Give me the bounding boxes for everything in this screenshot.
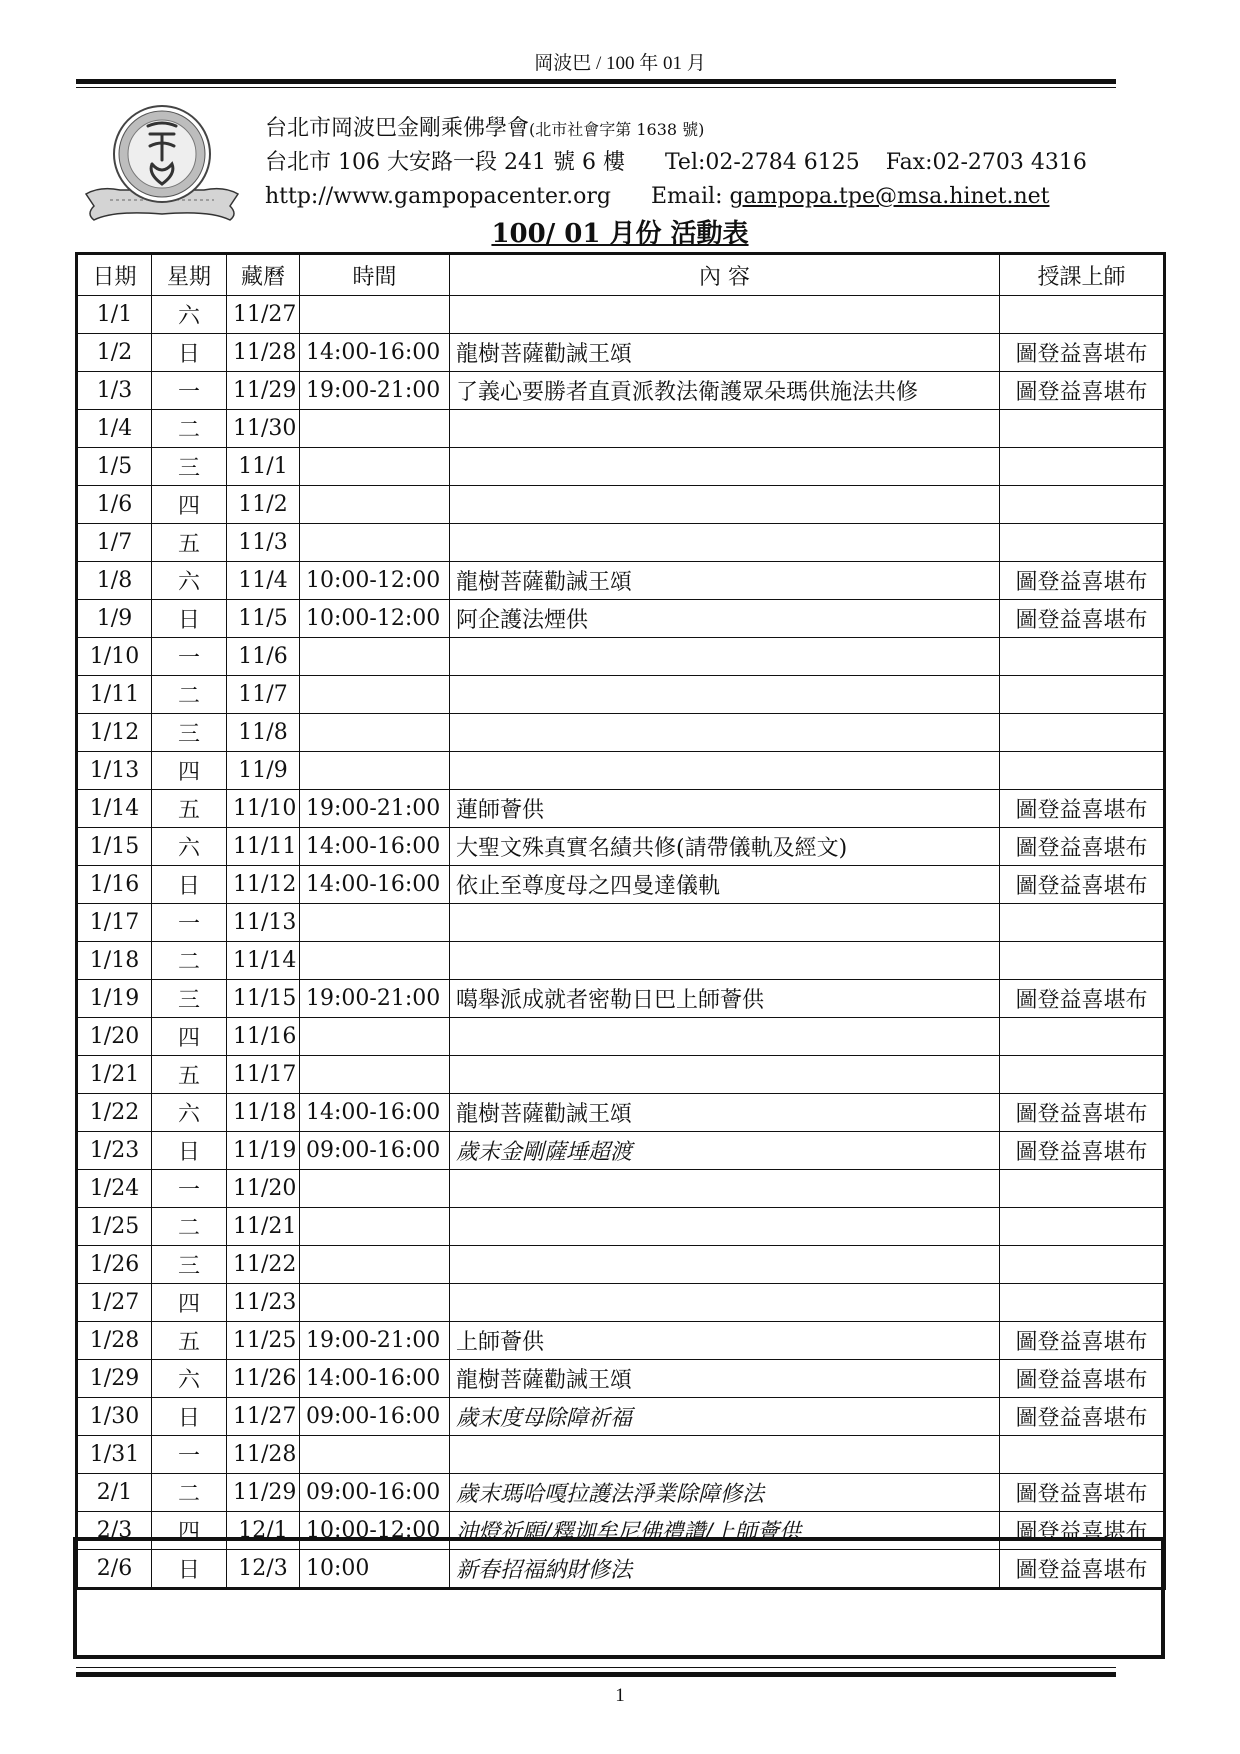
cell-time [300, 1284, 450, 1322]
cell-content [450, 1208, 1000, 1246]
cell-tibetan-date: 11/16 [227, 1018, 300, 1056]
cell-weekday: 二 [152, 1208, 227, 1246]
cell-weekday: 五 [152, 790, 227, 828]
table-header-row [77, 254, 1165, 296]
cell-content [450, 752, 1000, 790]
cell-date: 1/9 [77, 600, 152, 638]
table-row [77, 1360, 1165, 1398]
cell-tibetan-date: 11/28 [227, 334, 300, 372]
cell-weekday: 三 [152, 448, 227, 486]
cell-date: 1/18 [77, 942, 152, 980]
cell-content: 龍樹菩薩勸誡王頌 [450, 1360, 1000, 1398]
table-row [77, 1436, 1165, 1474]
cell-tibetan-date: 11/5 [227, 600, 300, 638]
cell-tibetan-date: 11/29 [227, 372, 300, 410]
cell-weekday: 六 [152, 1094, 227, 1132]
cell-time [300, 1018, 450, 1056]
cell-tibetan-date: 11/29 [227, 1474, 300, 1512]
table-row [77, 1398, 1165, 1436]
cell-time [300, 448, 450, 486]
cell-content [450, 486, 1000, 524]
cell-teacher [1000, 942, 1165, 980]
cell-date: 1/22 [77, 1094, 152, 1132]
cell-content: 大聖文殊真實名績共修(請帶儀軌及經文) [450, 828, 1000, 866]
cell-weekday: 六 [152, 296, 227, 334]
cell-time: 14:00-16:00 [300, 1094, 450, 1132]
cell-tibetan-date: 11/19 [227, 1132, 300, 1170]
table-row [77, 1512, 1165, 1550]
cell-content [450, 296, 1000, 334]
table-row [77, 296, 1165, 334]
cell-teacher: 圖登益喜堪布 [1000, 1474, 1165, 1512]
cell-teacher [1000, 1284, 1165, 1322]
footer-rule-thin [76, 1667, 1116, 1668]
column-header-content: 內 容 [450, 254, 1000, 296]
cell-date: 1/5 [77, 448, 152, 486]
cell-date: 1/29 [77, 1360, 152, 1398]
cell-weekday: 日 [152, 866, 227, 904]
cell-date: 1/17 [77, 904, 152, 942]
cell-date: 1/16 [77, 866, 152, 904]
cell-weekday: 三 [152, 1246, 227, 1284]
org-website[interactable]: http://www.gampopacenter.org [265, 184, 611, 209]
cell-time [300, 638, 450, 676]
cell-teacher: 圖登益喜堪布 [1000, 1094, 1165, 1132]
cell-date: 1/28 [77, 1322, 152, 1360]
cell-teacher [1000, 486, 1165, 524]
table-row [77, 866, 1165, 904]
cell-weekday: 四 [152, 1018, 227, 1056]
table-row [77, 714, 1165, 752]
cell-tibetan-date: 11/17 [227, 1056, 300, 1094]
footer-rule [76, 1672, 1116, 1677]
cell-content [450, 714, 1000, 752]
cell-time: 09:00-16:00 [300, 1474, 450, 1512]
cell-weekday: 六 [152, 562, 227, 600]
cell-date: 1/21 [77, 1056, 152, 1094]
cell-weekday: 日 [152, 1398, 227, 1436]
cell-time [300, 752, 450, 790]
cell-tibetan-date: 11/3 [227, 524, 300, 562]
cell-teacher: 圖登益喜堪布 [1000, 1512, 1165, 1550]
running-head: 岡波巴 / 100 年 01 月 [534, 53, 706, 74]
cell-time: 10:00-12:00 [300, 600, 450, 638]
cell-weekday: 四 [152, 486, 227, 524]
cell-date: 2/1 [77, 1474, 152, 1512]
cell-teacher [1000, 1208, 1165, 1246]
cell-tibetan-date: 11/20 [227, 1170, 300, 1208]
table-row [77, 486, 1165, 524]
cell-time [300, 904, 450, 942]
cell-teacher [1000, 1436, 1165, 1474]
cell-content [450, 1018, 1000, 1056]
organization-logo-icon [80, 102, 244, 222]
cell-tibetan-date: 11/26 [227, 1360, 300, 1398]
cell-tibetan-date: 11/23 [227, 1284, 300, 1322]
cell-content [450, 676, 1000, 714]
cell-tibetan-date: 11/21 [227, 1208, 300, 1246]
table-row [77, 372, 1165, 410]
table-row [77, 1550, 1165, 1589]
cell-date: 1/2 [77, 334, 152, 372]
cell-teacher [1000, 410, 1165, 448]
cell-date: 2/6 [77, 1550, 152, 1589]
schedule-body [77, 296, 1165, 1589]
cell-time [300, 410, 450, 448]
table-row [77, 942, 1165, 980]
cell-content [450, 942, 1000, 980]
cell-tibetan-date: 11/8 [227, 714, 300, 752]
cell-teacher: 圖登益喜堪布 [1000, 866, 1165, 904]
cell-weekday: 六 [152, 828, 227, 866]
cell-teacher: 圖登益喜堪布 [1000, 1550, 1165, 1589]
cell-weekday: 二 [152, 676, 227, 714]
cell-time [300, 714, 450, 752]
cell-weekday: 一 [152, 638, 227, 676]
cell-teacher: 圖登益喜堪布 [1000, 1398, 1165, 1436]
cell-weekday: 一 [152, 1170, 227, 1208]
cell-weekday: 日 [152, 1550, 227, 1589]
table-row [77, 1208, 1165, 1246]
cell-content [450, 1246, 1000, 1284]
cell-tibetan-date: 12/1 [227, 1512, 300, 1550]
cell-content: 龍樹菩薩勸誡王頌 [450, 334, 1000, 372]
cell-time: 09:00-16:00 [300, 1132, 450, 1170]
cell-content [450, 904, 1000, 942]
cell-teacher [1000, 296, 1165, 334]
cell-content: 噶舉派成就者密勒日巴上師薈供 [450, 980, 1000, 1018]
cell-teacher [1000, 1246, 1165, 1284]
cell-content: 新春招福納財修法 [450, 1550, 1000, 1589]
table-row [77, 334, 1165, 372]
cell-weekday: 一 [152, 1436, 227, 1474]
cell-teacher [1000, 638, 1165, 676]
cell-date: 2/3 [77, 1512, 152, 1550]
cell-weekday: 六 [152, 1360, 227, 1398]
cell-weekday: 一 [152, 372, 227, 410]
cell-weekday: 二 [152, 1474, 227, 1512]
cell-weekday: 二 [152, 410, 227, 448]
cell-tibetan-date: 11/15 [227, 980, 300, 1018]
page-title [0, 213, 1240, 250]
cell-date: 1/24 [77, 1170, 152, 1208]
cell-content: 上師薈供 [450, 1322, 1000, 1360]
cell-tibetan-date: 11/7 [227, 676, 300, 714]
cell-content [450, 1284, 1000, 1322]
cell-teacher: 圖登益喜堪布 [1000, 334, 1165, 372]
cell-tibetan-date: 11/2 [227, 486, 300, 524]
cell-teacher [1000, 524, 1165, 562]
cell-time: 19:00-21:00 [300, 372, 450, 410]
cell-content [450, 1170, 1000, 1208]
cell-date: 1/12 [77, 714, 152, 752]
org-email-link[interactable]: gampopa.tpe@msa.hinet.net [729, 184, 1050, 209]
cell-content: 蓮師薈供 [450, 790, 1000, 828]
cell-tibetan-date: 11/1 [227, 448, 300, 486]
cell-date: 1/6 [77, 486, 152, 524]
cell-weekday: 一 [152, 904, 227, 942]
cell-tibetan-date: 11/9 [227, 752, 300, 790]
cell-content [450, 1436, 1000, 1474]
cell-weekday: 四 [152, 752, 227, 790]
cell-time: 14:00-16:00 [300, 866, 450, 904]
cell-teacher [1000, 1170, 1165, 1208]
cell-time [300, 676, 450, 714]
cell-date: 1/20 [77, 1018, 152, 1056]
cell-time: 10:00 [300, 1550, 450, 1589]
cell-tibetan-date: 11/27 [227, 296, 300, 334]
cell-date: 1/19 [77, 980, 152, 1018]
org-registration: (北市社會字第 1638 號) [529, 120, 705, 139]
cell-tibetan-date: 11/13 [227, 904, 300, 942]
cell-teacher: 圖登益喜堪布 [1000, 980, 1165, 1018]
cell-teacher: 圖登益喜堪布 [1000, 1132, 1165, 1170]
org-name: 台北市岡波巴金剛乘佛學會 [265, 116, 530, 141]
table-row [77, 752, 1165, 790]
table-row [77, 1056, 1165, 1094]
cell-tibetan-date: 11/27 [227, 1398, 300, 1436]
cell-time: 10:00-12:00 [300, 1512, 450, 1550]
cell-date: 1/31 [77, 1436, 152, 1474]
cell-date: 1/4 [77, 410, 152, 448]
cell-tibetan-date: 11/14 [227, 942, 300, 980]
table-row [77, 676, 1165, 714]
cell-content: 龍樹菩薩勸誡王頌 [450, 1094, 1000, 1132]
cell-date: 1/25 [77, 1208, 152, 1246]
cell-weekday: 三 [152, 980, 227, 1018]
cell-content [450, 410, 1000, 448]
cell-date: 1/1 [77, 296, 152, 334]
cell-content: 龍樹菩薩勸誡王頌 [450, 562, 1000, 600]
cell-date: 1/23 [77, 1132, 152, 1170]
cell-weekday: 三 [152, 714, 227, 752]
cell-teacher [1000, 752, 1165, 790]
cell-weekday: 五 [152, 1322, 227, 1360]
table-row [77, 524, 1165, 562]
org-fax: Fax:02-2703 4316 [885, 150, 1087, 175]
cell-teacher: 圖登益喜堪布 [1000, 828, 1165, 866]
cell-weekday: 日 [152, 600, 227, 638]
cell-content: 了義心要勝者直貢派教法衛護眾朵瑪供施法共修 [450, 372, 1000, 410]
table-row [77, 1018, 1165, 1056]
cell-content: 歲末瑪哈嘎拉護法淨業除障修法 [450, 1474, 1000, 1512]
cell-content: 依止至尊度母之四曼達儀軌 [450, 866, 1000, 904]
cell-date: 1/26 [77, 1246, 152, 1284]
table-row [77, 1474, 1165, 1512]
cell-date: 1/7 [77, 524, 152, 562]
cell-date: 1/30 [77, 1398, 152, 1436]
cell-weekday: 五 [152, 524, 227, 562]
cell-teacher [1000, 904, 1165, 942]
org-tel: Tel:02-2784 6125 [664, 150, 860, 175]
cell-date: 1/10 [77, 638, 152, 676]
cell-teacher: 圖登益喜堪布 [1000, 1360, 1165, 1398]
cell-content [450, 638, 1000, 676]
cell-tibetan-date: 11/10 [227, 790, 300, 828]
cell-content: 油燈祈願/釋迦牟尼佛禮讚/上師薈供 [450, 1512, 1000, 1550]
table-row [77, 1322, 1165, 1360]
table-row [77, 980, 1165, 1018]
cell-weekday: 日 [152, 334, 227, 372]
cell-time: 14:00-16:00 [300, 1360, 450, 1398]
cell-time: 19:00-21:00 [300, 790, 450, 828]
cell-tibetan-date: 11/22 [227, 1246, 300, 1284]
cell-time: 19:00-21:00 [300, 1322, 450, 1360]
cell-time: 10:00-12:00 [300, 562, 450, 600]
header-rule [76, 79, 1116, 84]
cell-weekday: 五 [152, 1056, 227, 1094]
cell-tibetan-date: 11/6 [227, 638, 300, 676]
cell-content [450, 524, 1000, 562]
cell-content: 歲末度母除障祈福 [450, 1398, 1000, 1436]
cell-date: 1/14 [77, 790, 152, 828]
column-header-weekday: 星期 [152, 254, 227, 296]
page-title-text: 100/ 01 月份 活動表 [491, 219, 749, 249]
table-row [77, 600, 1165, 638]
cell-teacher: 圖登益喜堪布 [1000, 372, 1165, 410]
cell-teacher [1000, 676, 1165, 714]
cell-date: 1/8 [77, 562, 152, 600]
cell-tibetan-date: 11/11 [227, 828, 300, 866]
email-label: Email: [650, 184, 730, 209]
table-row [77, 828, 1165, 866]
schedule-table [75, 252, 1166, 1590]
org-address: 台北市 106 大安路一段 241 號 6 樓 [265, 150, 625, 175]
table-row [77, 1094, 1165, 1132]
cell-tibetan-date: 11/28 [227, 1436, 300, 1474]
table-row [77, 1284, 1165, 1322]
cell-time: 14:00-16:00 [300, 828, 450, 866]
cell-time [300, 296, 450, 334]
cell-time [300, 524, 450, 562]
cell-content [450, 448, 1000, 486]
organization-info [265, 112, 1087, 214]
table-row [77, 1132, 1165, 1170]
cell-weekday: 日 [152, 1132, 227, 1170]
cell-date: 1/3 [77, 372, 152, 410]
cell-teacher: 圖登益喜堪布 [1000, 790, 1165, 828]
page-number: 1 [615, 1685, 625, 1706]
cell-teacher: 圖登益喜堪布 [1000, 562, 1165, 600]
cell-tibetan-date: 11/25 [227, 1322, 300, 1360]
cell-tibetan-date: 11/4 [227, 562, 300, 600]
cell-time [300, 1246, 450, 1284]
cell-teacher [1000, 1018, 1165, 1056]
cell-teacher: 圖登益喜堪布 [1000, 600, 1165, 638]
cell-content [450, 1056, 1000, 1094]
cell-time [300, 1436, 450, 1474]
table-row [77, 1170, 1165, 1208]
cell-time: 14:00-16:00 [300, 334, 450, 372]
table-row [77, 410, 1165, 448]
column-header-time: 時間 [300, 254, 450, 296]
cell-teacher: 圖登益喜堪布 [1000, 1322, 1165, 1360]
cell-tibetan-date: 11/18 [227, 1094, 300, 1132]
cell-weekday: 二 [152, 942, 227, 980]
column-header-teacher: 授課上師 [1000, 254, 1165, 296]
table-row [77, 1246, 1165, 1284]
cell-tibetan-date: 11/30 [227, 410, 300, 448]
cell-time [300, 942, 450, 980]
cell-weekday: 四 [152, 1284, 227, 1322]
cell-teacher [1000, 714, 1165, 752]
header-rule-thin [76, 87, 1116, 88]
table-row [77, 448, 1165, 486]
cell-tibetan-date: 12/3 [227, 1550, 300, 1589]
column-header-tibetan-date: 藏曆 [227, 254, 300, 296]
cell-tibetan-date: 11/12 [227, 866, 300, 904]
cell-time: 09:00-16:00 [300, 1398, 450, 1436]
cell-date: 1/11 [77, 676, 152, 714]
table-row [77, 562, 1165, 600]
table-row [77, 638, 1165, 676]
cell-content: 阿企護法煙供 [450, 600, 1000, 638]
cell-date: 1/27 [77, 1284, 152, 1322]
table-row [77, 904, 1165, 942]
cell-teacher [1000, 448, 1165, 486]
cell-time [300, 486, 450, 524]
cell-time [300, 1170, 450, 1208]
cell-date: 1/15 [77, 828, 152, 866]
cell-time [300, 1208, 450, 1246]
cell-content: 歲末金剛薩埵超渡 [450, 1132, 1000, 1170]
cell-time: 19:00-21:00 [300, 980, 450, 1018]
column-header-date: 日期 [77, 254, 152, 296]
cell-date: 1/13 [77, 752, 152, 790]
cell-teacher [1000, 1056, 1165, 1094]
cell-weekday: 四 [152, 1512, 227, 1550]
table-row [77, 790, 1165, 828]
cell-time [300, 1056, 450, 1094]
